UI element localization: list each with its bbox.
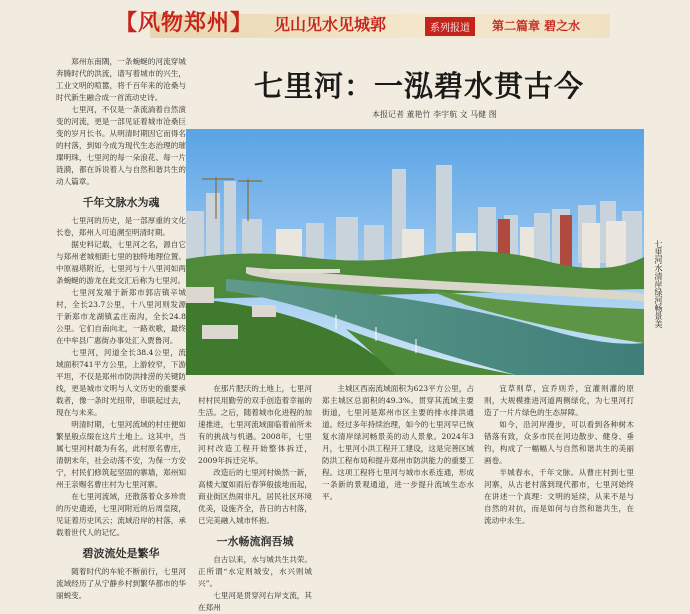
- section-banner: [0, 0, 690, 48]
- intro-paragraph: 郑州东南隅，一条蜿蜒的河流穿城奔腾时代的洪流，谱写着城市的兴生，工业文明的喧嚣，将千百年来的沧桑与时代新生融合成一首流动史诗。: [56, 57, 186, 102]
- body-paragraph: 宜草则草，宜乔则乔，宜灌则灌的原则，大规模推进河道两侧绿化，为七里河打造了一片片绿色的生态屏障。: [484, 384, 634, 417]
- body-paragraph: 七里河发端于新郑市郭店镇辛城村，全长23.7公里，十八里河则发源于新郑市龙湖镇孟庄南沟，全长24.8公里。它们自南向北，一路欢歌，最终在中牟县广惠街办事处汇入贾鲁河。: [56, 288, 186, 345]
- body-paragraph: 主城区西南流域面积为623平方公里，占郑主城区总面积的49.3%。贯穿其流域主要街道，七里河是郑州市区主要的排水排洪通道。经过多年持续治理，如今的七里河早已恢复水清岸绿河畅景美的动人景象。2024年3月，七里河小洪工程开工建设，这是完善区域防洪工程布局和提升郑州市防洪能力的重要工程。这项工程将七里河与城市水系连通，形成一条新的景观通道，进一步提升流域生态水平。: [322, 384, 474, 501]
- bottom-column-1: [198, 383, 312, 612]
- photo-caption: 七里河水清岸绿河畅景美: [654, 240, 663, 328]
- section2-title: 碧波流处是繁华: [82, 547, 160, 560]
- headline: 七里河：一泓碧水贯古今: [254, 69, 585, 103]
- column-tag: 【风物郑州】: [115, 11, 254, 36]
- body-paragraph: 半城春水，千年文脉。从曹庄村到七里河寨，从古老村落到现代都市，七里河始终在讲述一个真理：文明的延续，从来不是与自然的对抗，而是如何与自然和谐共生，在流动中永生。: [484, 468, 634, 525]
- series-tag: 系列报道: [425, 17, 475, 36]
- left-column: [56, 56, 186, 600]
- body-paragraph: 明清时期，七里河流域的村庄便如繁星般点缀在这片土地上。这其中，当属七里河村最为有名，此村原名曹庄，清朝末年，社会动荡不安，为保一方安宁，村民们修筑起坚固的寨墙，郑州知州王亲赐名曹庄村为七里河寨。: [56, 420, 186, 489]
- river-aerial-photo: [186, 129, 644, 375]
- intro-paragraph: 七里河，不仅是一条流淌着自然演变的河流，更是一部见证着城市沧桑巨变的岁月长书。从明清时期因它而得名的村落，到如今成为现代生态治理的璀璨明珠，七里河的每一朵浪花、每一片涟漪，都在诉说着人与自然和谐共生的动人篇章。: [56, 105, 186, 186]
- body-paragraph: 七里河，河道全长38.4公里，流域面积741平方公里，上游较窄，下游平坦，不仅是郑州市防洪排涝的关键防线，更是城市文明与人文历史的重要承载者，像一条时光纽带，串联起过去，现在与未来。: [56, 348, 186, 417]
- body-paragraph: 七里河的历史，是一部厚重的文化长卷，郑州人可追溯至明清时期。: [56, 216, 186, 237]
- body-paragraph: 据史料记载，七里河之名，源自它与郑州老城相距七里的独特地理位置。中原福塔附近，七里河与十八里河如两条蜿蜒的游龙在此交汇后称为七里河。: [56, 240, 186, 285]
- body-paragraph: 自古以来，水与城共生共荣。正所谓“水定则城安，水兴则城兴”。: [198, 555, 312, 588]
- body-paragraph: 随着时代的车轮不断前行，七里河流域经历了从宁静乡村到繁华都市的华丽蜕变。: [56, 567, 186, 600]
- body-paragraph: 改造后的七里河村焕然一新，高楼大厦如雨后春笋般拔地而起，商业街区热闹非凡，居民社区环境优美，设施齐全，昔日的古村落，已完美融入城市怀抱。: [198, 468, 312, 525]
- bottom-column-3: [484, 383, 634, 538]
- bottom-subhead: 一水畅流润吾城: [216, 535, 294, 548]
- issue-tag: 第二篇章 碧之水: [492, 19, 581, 33]
- body-paragraph: 在那片肥沃的土地上，七里河村村民用勤劳的双手创造着幸福的生活。之后，随着城市化进程的加速推进，七里河流域面临着前所未有的挑战与机遇。2008年，七里河村改造工程开始整体拆迁，2009年拆迁完毕。: [198, 384, 312, 465]
- byline: 本报记者 董艳竹 李宇航 文 马健 图: [372, 110, 497, 119]
- body-paragraph: 在七里河流域，还散落着众多珍贵的历史遗迹，七里河附近的后周皇陵，见证着历史风云；流域沿岸的村落，承载着世代人的记忆。: [56, 492, 186, 537]
- bottom-column-2: [322, 383, 474, 538]
- section1-title: 千年文脉水为魂: [82, 196, 160, 209]
- series-title: 见山见水见城郭: [274, 15, 387, 34]
- body-paragraph: 七里河是贯穿河右岸支流，其在郑州: [198, 591, 312, 612]
- body-paragraph: 如今，沿河岸漫步，可以看到各种树木错落有致，众多市民在河边散步、健身、垂钓，构成了一幅幅人与自然和谐共生的美丽画卷。: [484, 420, 634, 465]
